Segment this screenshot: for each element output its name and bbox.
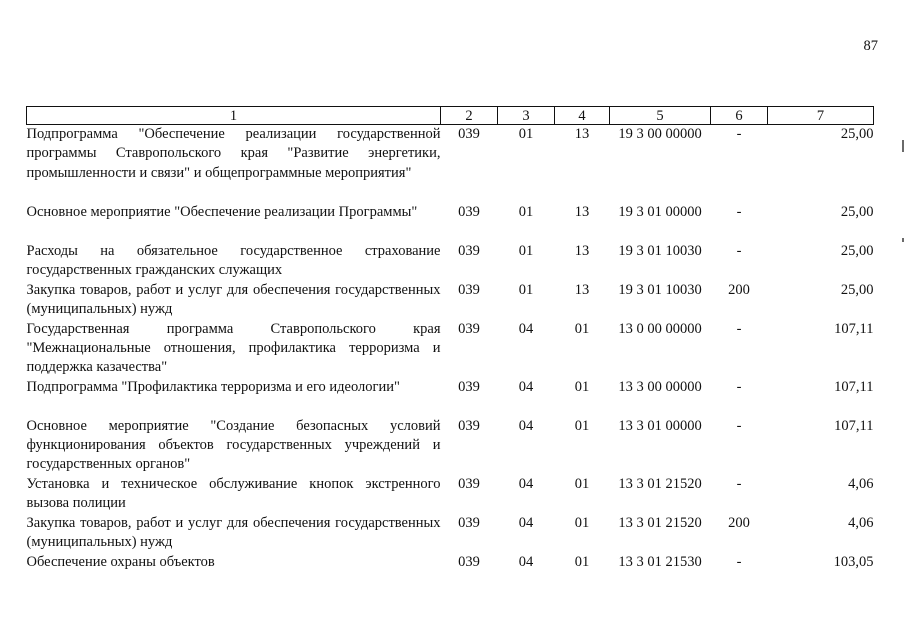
admin-code-cell: 039 (458, 203, 480, 220)
target-article-cell: 19 3 01 00000 (618, 203, 702, 220)
amount-cell: 25,00 (840, 281, 874, 298)
subsection-cell: 13 (574, 203, 590, 220)
subsection-cell: 01 (574, 417, 590, 434)
scan-edge-mark (902, 238, 904, 242)
budget-table (26, 106, 874, 575)
table-row (27, 514, 874, 553)
expense-type-cell: - (736, 203, 742, 220)
target-article-cell: 13 3 01 00000 (618, 417, 702, 434)
amount-cell: 4,06 (848, 514, 874, 531)
table-row (27, 475, 874, 514)
scan-edge-mark (902, 140, 904, 152)
item-name-cell: Расходы на обязательное государственное страхование государственных гражданских служащих (26, 242, 441, 278)
admin-code-cell: 039 (458, 514, 480, 531)
table-row (27, 281, 874, 320)
table-row (27, 320, 874, 378)
subsection-cell: 13 (574, 126, 590, 142)
expense-type-cell: - (736, 126, 742, 142)
table-row (27, 417, 874, 475)
target-article-cell: 19 3 01 10030 (618, 242, 702, 259)
admin-code-cell: 039 (458, 242, 480, 259)
admin-code-cell: 039 (458, 417, 480, 434)
expense-type-cell: - (736, 378, 742, 395)
section-cell: 04 (518, 320, 534, 337)
admin-code-cell: 039 (458, 126, 480, 142)
admin-code-cell: 039 (458, 320, 480, 337)
table-row (27, 125, 874, 203)
subsection-cell: 13 (574, 242, 590, 259)
subsection-cell: 01 (574, 378, 590, 395)
item-name-cell: Государственная программа Ставропольского края "Межнациональные отношения, профилактика терроризма и поддержка казачества" (26, 320, 441, 376)
column-header-5: 5 (610, 107, 711, 125)
item-name-cell: Обеспечение охраны объектов (26, 553, 215, 570)
admin-code-cell: 039 (458, 475, 480, 492)
table-row (27, 378, 874, 417)
target-article-cell: 13 0 00 00000 (618, 320, 702, 337)
section-cell: 04 (518, 475, 534, 492)
amount-cell: 107,11 (834, 417, 874, 434)
amount-cell: 25,00 (840, 126, 874, 142)
subsection-cell: 01 (574, 320, 590, 337)
section-cell: 04 (518, 553, 534, 570)
target-article-cell: 13 3 01 21520 (618, 475, 702, 492)
admin-code-cell: 039 (458, 281, 480, 298)
expense-type-cell: - (736, 417, 742, 434)
section-cell: 01 (518, 281, 534, 298)
section-cell: 01 (518, 203, 534, 220)
column-header-7: 7 (768, 107, 874, 125)
expense-type-cell: - (736, 242, 742, 259)
item-name-cell: Закупка товаров, работ и услуг для обеспечения государственных (муниципальных) нужд (26, 281, 441, 317)
item-name-cell: Закупка товаров, работ и услуг для обеспечения государственных (муниципальных) нужд (26, 514, 441, 550)
item-name-cell: Основное мероприятие "Создание безопасных условий функционирования объектов государственных учреждений и государственных органов" (26, 417, 441, 473)
expense-type-cell: 200 (728, 514, 750, 531)
section-cell: 01 (518, 126, 534, 142)
amount-cell: 107,11 (834, 320, 874, 337)
section-cell: 04 (518, 514, 534, 531)
amount-cell: 4,06 (848, 475, 874, 492)
item-name-cell: Основное мероприятие "Обеспечение реализации Программы" (26, 203, 418, 220)
column-header-2: 2 (441, 107, 498, 125)
admin-code-cell: 039 (458, 378, 480, 395)
column-header-3: 3 (498, 107, 555, 125)
subsection-cell: 13 (574, 281, 590, 298)
target-article-cell: 13 3 01 21520 (618, 514, 702, 531)
subsection-cell: 01 (574, 514, 590, 531)
expense-type-cell: - (736, 475, 742, 492)
target-article-cell: 13 3 00 00000 (618, 378, 702, 395)
section-cell: 04 (518, 378, 534, 395)
expense-type-cell: - (736, 553, 742, 570)
item-name-cell: Подпрограмма "Профилактика терроризма и его идеологии" (26, 378, 400, 395)
admin-code-cell: 039 (458, 553, 480, 570)
table-header-row (27, 107, 874, 125)
column-header-4: 4 (555, 107, 610, 125)
table-row (27, 203, 874, 242)
table-row (27, 242, 874, 281)
page-number: 87 (863, 38, 878, 54)
target-article-cell: 19 3 00 00000 (618, 126, 702, 142)
target-article-cell: 13 3 01 21530 (618, 553, 702, 570)
column-header-1: 1 (27, 107, 441, 125)
table-row (27, 553, 874, 575)
amount-cell: 103,05 (833, 553, 874, 570)
column-header-6: 6 (711, 107, 768, 125)
item-name-cell: Подпрограмма "Обеспечение реализации государственной программы Ставропольского края "Развитие энергетики, промышленности и связи" и общепрограммные мероприятия" (26, 126, 441, 181)
subsection-cell: 01 (574, 553, 590, 570)
section-cell: 01 (518, 242, 534, 259)
amount-cell: 107,11 (834, 378, 874, 395)
section-cell: 04 (518, 417, 534, 434)
amount-cell: 25,00 (840, 203, 874, 220)
target-article-cell: 19 3 01 10030 (618, 281, 702, 298)
expense-type-cell: - (736, 320, 742, 337)
expense-type-cell: 200 (728, 281, 750, 298)
item-name-cell: Установка и техническое обслуживание кнопок экстренного вызова полиции (26, 475, 441, 511)
amount-cell: 25,00 (840, 242, 874, 259)
subsection-cell: 01 (574, 475, 590, 492)
